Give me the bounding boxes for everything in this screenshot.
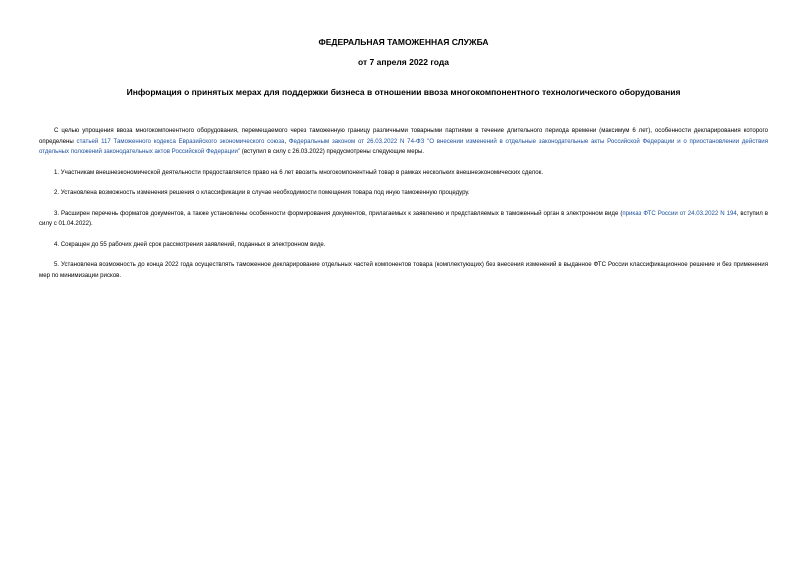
measure-item-3 — [39, 209, 768, 230]
fts-order-link[interactable]: приказ ФТС России от 24.03.2022 N 194 — [622, 209, 737, 217]
measure-item-2: 2. Установлена возможность изменения решения о классификации в случае необходимости помещения товара под иную таможенную процедуру. — [54, 189, 470, 196]
federal-law-link[interactable]: Федеральным законом от 26.03.2022 N 74-ФЗ "О внесении изменений в отдельные законодательные акты Российской Федерации и о приостановлении действия отдельных положений законодательных актов Российской Федерации" — [39, 137, 769, 155]
measure-item-5: 5. Установлена возможность до конца 2022 года осуществлять таможенное декларирование отдельных частей компонентов товара (комплектующих) без внесения изменений в выданное ФТС России классификационное решение и без применения мер по минимизации рисков. — [39, 261, 768, 279]
intro-text-3: (вступил в силу с 26.03.2022) предусмотрены следующие меры. — [240, 148, 425, 155]
measure-item-1: 1. Участникам внешнеэкономической деятельности предоставляется право на 6 лет ввозить многокомпонентный товар в рамках нескольких внешнеэкономических сделок. — [54, 168, 544, 176]
intro-paragraph — [39, 126, 768, 158]
document-date: от 7 апреля 2022 года — [358, 57, 449, 67]
document-body — [39, 126, 768, 281]
measure-item-3-text: 3. Расширен перечень форматов документов, а также установлены особенности формирования документов, прилагаемых к заявлению и представляемых в таможенный орган в электронном виде ( — [54, 209, 623, 217]
tax-code-link[interactable]: статьей 117 Таможенного кодекса Евразийского экономического союза — [76, 137, 285, 145]
measure-item-3-tail: , вступил в силу с 01.04.2022). — [39, 209, 768, 227]
measure-item-4: 4. Сокращен до 55 рабочих дней срок рассмотрения заявлений, поданных в электронном виде. — [54, 240, 326, 248]
intro-text-2: , — [284, 137, 289, 145]
document-heading: Информация о принятых мерах для поддержки бизнеса в отношении ввоза многокомпонентного технологического оборудования — [126, 87, 681, 97]
intro-text-1: С целью упрощения ввоза многокомпонентного оборудования, перемещаемого через таможенную границу различными товарными партиями в течение длительного периода времени (максимум 6 лет), особенности декларирования которого определены — [39, 127, 768, 145]
organization-title: ФЕДЕРАЛЬНАЯ ТАМОЖЕННАЯ СЛУЖБА — [318, 37, 489, 47]
